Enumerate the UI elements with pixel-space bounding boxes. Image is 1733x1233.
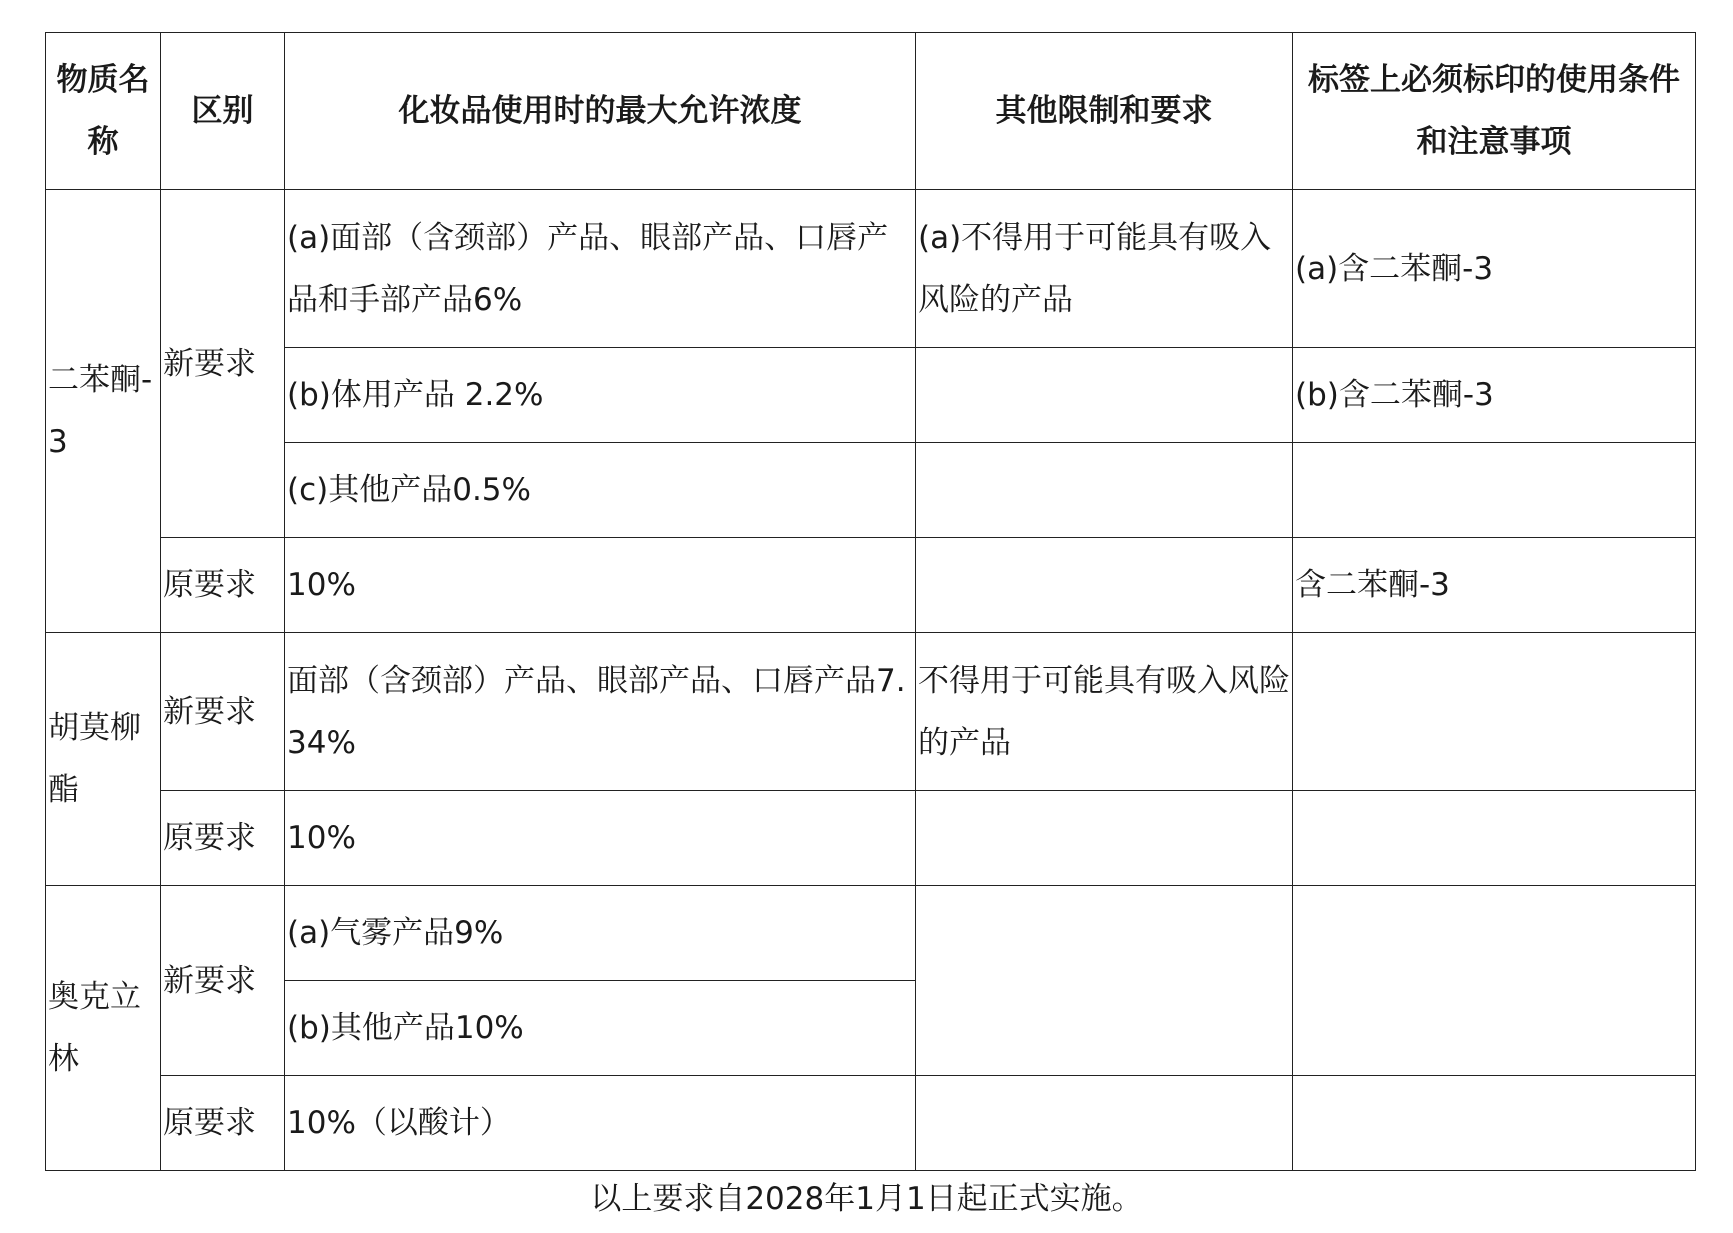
concentration-cell: (c)其他产品0.5% — [285, 443, 916, 538]
label-cell — [1293, 1076, 1696, 1171]
header-label-conditions: 标签上必须标印的使用条件和注意事项 — [1293, 33, 1696, 190]
old-requirement-label: 原要求 — [161, 1076, 285, 1171]
restriction-cell — [916, 791, 1293, 886]
table-row — [46, 1076, 1696, 1171]
label-cell: 含二苯酮-3 — [1293, 538, 1696, 633]
concentration-cell: (b)其他产品10% — [285, 981, 916, 1076]
restriction-cell — [916, 443, 1293, 538]
table-row — [46, 538, 1696, 633]
header-category: 区别 — [161, 33, 285, 190]
table-row — [46, 791, 1696, 886]
restriction-cell: (a)不得用于可能具有吸入风险的产品 — [916, 190, 1293, 348]
table-row — [46, 886, 1696, 981]
header-max-concentration: 化妆品使用时的最大允许浓度 — [285, 33, 916, 190]
label-cell — [1293, 791, 1696, 886]
restriction-cell — [916, 348, 1293, 443]
concentration-cell: 10% — [285, 791, 916, 886]
label-cell: (b)含二苯酮-3 — [1293, 348, 1696, 443]
substance-name-cell: 奥克立林 — [46, 886, 161, 1171]
new-requirement-label: 新要求 — [161, 886, 285, 1076]
restriction-cell — [916, 1076, 1293, 1171]
concentration-cell: 10% — [285, 538, 916, 633]
header-other-restrictions: 其他限制和要求 — [916, 33, 1293, 190]
concentration-cell: (a)面部（含颈部）产品、眼部产品、口唇产品和手部产品6% — [285, 190, 916, 348]
restriction-cell — [916, 538, 1293, 633]
label-cell — [1293, 633, 1696, 791]
substance-name-cell: 二苯酮-3 — [46, 190, 161, 633]
table-row — [46, 348, 1696, 443]
restriction-cell — [916, 886, 1293, 1076]
old-requirement-label: 原要求 — [161, 538, 285, 633]
header-substance-name: 物质名称 — [46, 33, 161, 190]
label-cell — [1293, 443, 1696, 538]
table-row — [46, 190, 1696, 348]
regulation-table — [45, 32, 1696, 1171]
header-row — [46, 33, 1696, 190]
restriction-cell: 不得用于可能具有吸入风险的产品 — [916, 633, 1293, 791]
concentration-cell: (b)体用产品 2.2% — [285, 348, 916, 443]
concentration-cell: 10%（以酸计） — [285, 1076, 916, 1171]
label-cell — [1293, 886, 1696, 1076]
old-requirement-label: 原要求 — [161, 791, 285, 886]
new-requirement-label: 新要求 — [161, 190, 285, 538]
effective-date-note: 以上要求自2028年1月1日起正式实施。 — [590, 1181, 1143, 1217]
concentration-cell: 面部（含颈部）产品、眼部产品、口唇产品7.34% — [285, 633, 916, 791]
table-row — [46, 633, 1696, 791]
table-row — [46, 443, 1696, 538]
concentration-cell: (a)气雾产品9% — [285, 886, 916, 981]
new-requirement-label: 新要求 — [161, 633, 285, 791]
label-cell: (a)含二苯酮-3 — [1293, 190, 1696, 348]
substance-name-cell: 胡莫柳酯 — [46, 633, 161, 886]
